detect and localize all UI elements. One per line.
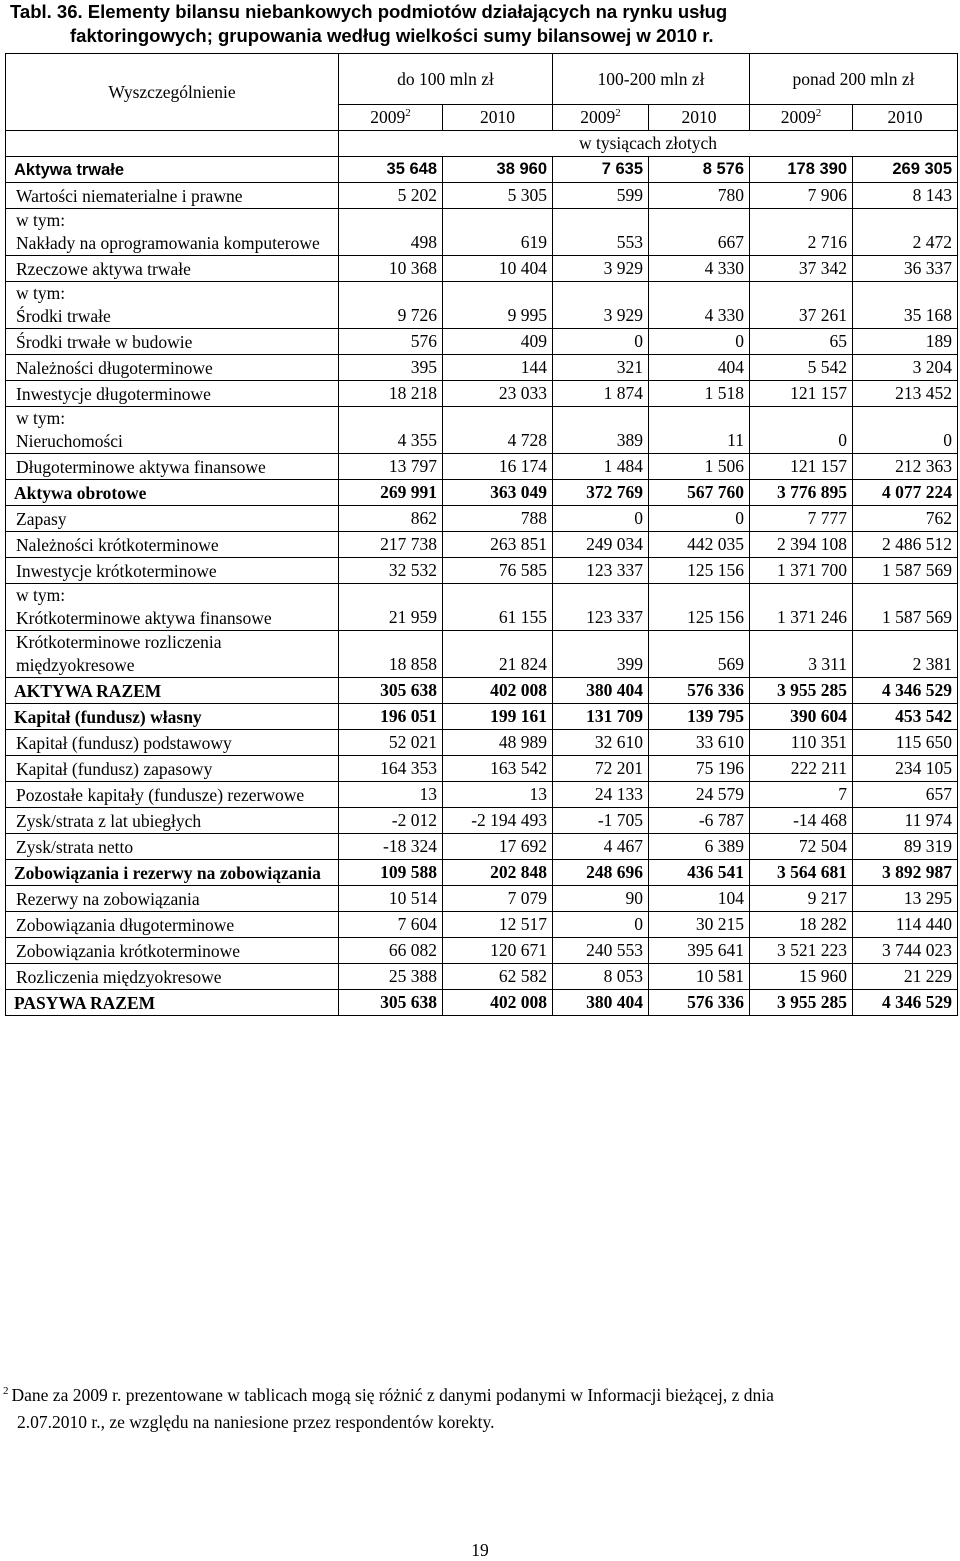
value-cell: 3 521 223 — [750, 938, 853, 964]
row-label: Aktywa trwałe — [6, 157, 339, 183]
row-label: Zobowiązania i rezerwy na zobowiązania — [6, 860, 339, 886]
value-cell: 599 — [553, 183, 649, 209]
row-label: Zysk/strata netto — [6, 834, 339, 860]
table-row — [6, 183, 958, 209]
value-cell: 15 960 — [750, 964, 853, 990]
value-cell: 5 542 — [750, 355, 853, 381]
value-cell: 12 517 — [443, 912, 553, 938]
value-cell: -18 324 — [339, 834, 443, 860]
value-cell: 2 394 108 — [750, 532, 853, 558]
table-row — [6, 678, 958, 704]
value-cell: 89 319 — [853, 834, 958, 860]
value-cell: 21 959 — [339, 584, 443, 631]
value-cell: 199 161 — [443, 704, 553, 730]
value-cell: 5 202 — [339, 183, 443, 209]
value-cell: 35 168 — [853, 282, 958, 329]
value-cell: -1 705 — [553, 808, 649, 834]
value-cell: 125 156 — [649, 558, 750, 584]
value-cell: 7 777 — [750, 506, 853, 532]
value-cell: 3 929 — [553, 256, 649, 282]
value-cell: 65 — [750, 329, 853, 355]
value-cell: 90 — [553, 886, 649, 912]
value-cell: 212 363 — [853, 454, 958, 480]
value-cell: 131 709 — [553, 704, 649, 730]
value-cell: 2 716 — [750, 209, 853, 256]
table-row — [6, 704, 958, 730]
value-cell: 321 — [553, 355, 649, 381]
value-cell: 269 305 — [853, 157, 958, 183]
header-group-3: ponad 200 mln zł — [750, 54, 958, 105]
value-cell: 0 — [553, 912, 649, 938]
table-row — [6, 256, 958, 282]
value-cell: 35 648 — [339, 157, 443, 183]
value-cell: 30 215 — [649, 912, 750, 938]
row-label: Zysk/strata z lat ubiegłych — [6, 808, 339, 834]
value-cell: 25 388 — [339, 964, 443, 990]
value-cell: 213 452 — [853, 381, 958, 407]
value-cell: 61 155 — [443, 584, 553, 631]
value-cell: 4 467 — [553, 834, 649, 860]
value-cell: 222 211 — [750, 756, 853, 782]
balance-sheet-table — [5, 53, 958, 1016]
value-cell: 453 542 — [853, 704, 958, 730]
value-cell: 442 035 — [649, 532, 750, 558]
value-cell: 569 — [649, 631, 750, 678]
table-row — [6, 355, 958, 381]
value-cell: 24 579 — [649, 782, 750, 808]
value-cell: 576 336 — [649, 678, 750, 704]
table-row — [6, 631, 958, 678]
table-row — [6, 808, 958, 834]
table-row — [6, 209, 958, 256]
value-cell: 144 — [443, 355, 553, 381]
value-cell: 1 587 569 — [853, 584, 958, 631]
value-cell: 3 311 — [750, 631, 853, 678]
header-year: 2010 — [649, 105, 750, 131]
row-label: Kapitał (fundusz) własny — [6, 704, 339, 730]
value-cell: 380 404 — [553, 990, 649, 1016]
value-cell: 3 776 895 — [750, 480, 853, 506]
table-row — [6, 782, 958, 808]
value-cell: 762 — [853, 506, 958, 532]
value-cell: 2 472 — [853, 209, 958, 256]
value-cell: 4 728 — [443, 407, 553, 454]
value-cell: 1 874 — [553, 381, 649, 407]
table-row — [6, 329, 958, 355]
value-cell: 4 077 224 — [853, 480, 958, 506]
value-cell: 7 635 — [553, 157, 649, 183]
value-cell: 189 — [853, 329, 958, 355]
value-cell: 114 440 — [853, 912, 958, 938]
value-cell: 4 346 529 — [853, 990, 958, 1016]
value-cell: 372 769 — [553, 480, 649, 506]
value-cell: 75 196 — [649, 756, 750, 782]
value-cell: 305 638 — [339, 678, 443, 704]
value-cell: 76 585 — [443, 558, 553, 584]
table-row — [6, 282, 958, 329]
value-cell: 163 542 — [443, 756, 553, 782]
value-cell: 249 034 — [553, 532, 649, 558]
table-body — [6, 157, 958, 1016]
value-cell: 567 760 — [649, 480, 750, 506]
header-group-2: 100-200 mln zł — [553, 54, 750, 105]
value-cell: 395 — [339, 355, 443, 381]
value-cell: 9 995 — [443, 282, 553, 329]
value-cell: 305 638 — [339, 990, 443, 1016]
value-cell: 38 960 — [443, 157, 553, 183]
footnote — [3, 1378, 958, 1436]
value-cell: 248 696 — [553, 860, 649, 886]
row-label: Środki trwałe w budowie — [6, 329, 339, 355]
value-cell: 11 — [649, 407, 750, 454]
value-cell: 13 295 — [853, 886, 958, 912]
value-cell: 498 — [339, 209, 443, 256]
value-cell: 196 051 — [339, 704, 443, 730]
value-cell: 409 — [443, 329, 553, 355]
value-cell: 62 582 — [443, 964, 553, 990]
row-label: Długoterminowe aktywa finansowe — [6, 454, 339, 480]
row-label: Rzeczowe aktywa trwałe — [6, 256, 339, 282]
row-label: Kapitał (fundusz) zapasowy — [6, 756, 339, 782]
row-label: Należności krótkoterminowe — [6, 532, 339, 558]
header-year: 2009$^2$ — [553, 105, 649, 131]
value-cell: 110 351 — [750, 730, 853, 756]
value-cell: 178 390 — [750, 157, 853, 183]
header-year: 2009$^2$ — [750, 105, 853, 131]
value-cell: 139 795 — [649, 704, 750, 730]
value-cell: 3 955 285 — [750, 678, 853, 704]
value-cell: 48 989 — [443, 730, 553, 756]
value-cell: -6 787 — [649, 808, 750, 834]
value-cell: 72 504 — [750, 834, 853, 860]
page-number: 19 — [471, 1540, 489, 1560]
value-cell: 3 929 — [553, 282, 649, 329]
table-row — [6, 938, 958, 964]
value-cell: 619 — [443, 209, 553, 256]
row-label: Zobowiązania krótkoterminowe — [6, 938, 339, 964]
table-row — [6, 532, 958, 558]
value-cell: 66 082 — [339, 938, 443, 964]
row-label: Pozostałe kapitały (fundusze) rezerwowe — [6, 782, 339, 808]
header-blank-cell — [6, 131, 339, 157]
table-row — [6, 157, 958, 183]
value-cell: 32 610 — [553, 730, 649, 756]
table-row — [6, 860, 958, 886]
value-cell: 123 337 — [553, 558, 649, 584]
value-cell: 0 — [649, 506, 750, 532]
row-label: Krótkoterminowe rozliczenia międzyokresowe — [6, 631, 339, 678]
table-row — [6, 454, 958, 480]
value-cell: 402 008 — [443, 678, 553, 704]
table-row — [6, 558, 958, 584]
value-cell: 72 201 — [553, 756, 649, 782]
value-cell: -14 468 — [750, 808, 853, 834]
value-cell: 657 — [853, 782, 958, 808]
row-label: Inwestycje krótkoterminowe — [6, 558, 339, 584]
table-row — [6, 886, 958, 912]
value-cell: 104 — [649, 886, 750, 912]
value-cell: 2 486 512 — [853, 532, 958, 558]
row-label: Należności długoterminowe — [6, 355, 339, 381]
value-cell: 36 337 — [853, 256, 958, 282]
header-unit: w tysiącach złotych — [339, 131, 958, 157]
value-cell: 234 105 — [853, 756, 958, 782]
value-cell: 0 — [553, 329, 649, 355]
row-label: Inwestycje długoterminowe — [6, 381, 339, 407]
value-cell: 7 604 — [339, 912, 443, 938]
table-row — [6, 964, 958, 990]
value-cell: 3 744 023 — [853, 938, 958, 964]
header-unit-row — [6, 131, 958, 157]
value-cell: 1 518 — [649, 381, 750, 407]
value-cell: 667 — [649, 209, 750, 256]
row-label: Aktywa obrotowe — [6, 480, 339, 506]
row-label: w tym: Środki trwałe — [6, 282, 339, 329]
table-row — [6, 756, 958, 782]
caption-line-2: faktoringowych; grupowania według wielkości sumy bilansowej w 2010 r. — [70, 25, 714, 46]
value-cell: 13 — [443, 782, 553, 808]
value-cell: 436 541 — [649, 860, 750, 886]
value-cell: 21 824 — [443, 631, 553, 678]
value-cell: 11 974 — [853, 808, 958, 834]
value-cell: 7 079 — [443, 886, 553, 912]
value-cell: 9 726 — [339, 282, 443, 329]
value-cell: 389 — [553, 407, 649, 454]
value-cell: 1 371 700 — [750, 558, 853, 584]
value-cell: 8 053 — [553, 964, 649, 990]
value-cell: 16 174 — [443, 454, 553, 480]
value-cell: 788 — [443, 506, 553, 532]
value-cell: 576 336 — [649, 990, 750, 1016]
value-cell: 0 — [553, 506, 649, 532]
value-cell: 109 588 — [339, 860, 443, 886]
table-caption — [10, 0, 955, 48]
value-cell: -2 012 — [339, 808, 443, 834]
value-cell: 18 858 — [339, 631, 443, 678]
value-cell: 3 892 987 — [853, 860, 958, 886]
value-cell: 10 368 — [339, 256, 443, 282]
value-cell: 5 305 — [443, 183, 553, 209]
value-cell: 4 346 529 — [853, 678, 958, 704]
value-cell: 553 — [553, 209, 649, 256]
value-cell: 21 229 — [853, 964, 958, 990]
row-label: w tym: Nieruchomości — [6, 407, 339, 454]
row-label: Kapitał (fundusz) podstawowy — [6, 730, 339, 756]
value-cell: 576 — [339, 329, 443, 355]
row-label: w tym: Nakłady na oprogramowania komputerowe — [6, 209, 339, 256]
value-cell: 395 641 — [649, 938, 750, 964]
value-cell: 4 330 — [649, 256, 750, 282]
value-cell: 2 381 — [853, 631, 958, 678]
table-row — [6, 381, 958, 407]
value-cell: 4 355 — [339, 407, 443, 454]
value-cell: 380 404 — [553, 678, 649, 704]
caption-line-1: Tabl. 36. Elementy bilansu niebankowych podmiotów działających na rynku usług — [10, 1, 728, 22]
table-row — [6, 912, 958, 938]
header-year: 2010 — [443, 105, 553, 131]
value-cell: 1 587 569 — [853, 558, 958, 584]
value-cell: 7 906 — [750, 183, 853, 209]
value-cell: 125 156 — [649, 584, 750, 631]
value-cell: 363 049 — [443, 480, 553, 506]
value-cell: 37 261 — [750, 282, 853, 329]
value-cell: 780 — [649, 183, 750, 209]
value-cell: 3 564 681 — [750, 860, 853, 886]
row-label: w tym: Krótkoterminowe aktywa finansowe — [6, 584, 339, 631]
value-cell: 121 157 — [750, 454, 853, 480]
value-cell: 402 008 — [443, 990, 553, 1016]
value-cell: 18 282 — [750, 912, 853, 938]
table-row — [6, 834, 958, 860]
value-cell: 52 021 — [339, 730, 443, 756]
value-cell: 10 581 — [649, 964, 750, 990]
value-cell: 123 337 — [553, 584, 649, 631]
value-cell: -2 194 493 — [443, 808, 553, 834]
table-row — [6, 990, 958, 1016]
row-label: AKTYWA RAZEM — [6, 678, 339, 704]
table-row — [6, 584, 958, 631]
value-cell: 7 — [750, 782, 853, 808]
value-cell: 8 143 — [853, 183, 958, 209]
value-cell: 0 — [649, 329, 750, 355]
value-cell: 32 532 — [339, 558, 443, 584]
value-cell: 202 848 — [443, 860, 553, 886]
row-label: PASYWA RAZEM — [6, 990, 339, 1016]
value-cell: 9 217 — [750, 886, 853, 912]
row-label: Zobowiązania długoterminowe — [6, 912, 339, 938]
value-cell: 13 — [339, 782, 443, 808]
value-cell: 263 851 — [443, 532, 553, 558]
header-groups-row — [6, 54, 958, 105]
footnote-mark: 2 — [3, 1385, 9, 1397]
value-cell: 6 389 — [649, 834, 750, 860]
value-cell: 269 991 — [339, 480, 443, 506]
value-cell: 217 738 — [339, 532, 443, 558]
value-cell: 399 — [553, 631, 649, 678]
value-cell: 18 218 — [339, 381, 443, 407]
value-cell: 404 — [649, 355, 750, 381]
value-cell: 0 — [853, 407, 958, 454]
value-cell: 17 692 — [443, 834, 553, 860]
value-cell: 10 514 — [339, 886, 443, 912]
value-cell: 10 404 — [443, 256, 553, 282]
row-label: Wartości niematerialne i prawne — [6, 183, 339, 209]
header-row-label: Wyszczególnienie — [6, 54, 339, 131]
value-cell: 121 157 — [750, 381, 853, 407]
value-cell: 13 797 — [339, 454, 443, 480]
value-cell: 862 — [339, 506, 443, 532]
value-cell: 115 650 — [853, 730, 958, 756]
value-cell: 3 204 — [853, 355, 958, 381]
value-cell: 37 342 — [750, 256, 853, 282]
table-row — [6, 407, 958, 454]
value-cell: 3 955 285 — [750, 990, 853, 1016]
footnote-line-1: Dane za 2009 r. prezentowane w tablicach mogą się różnić z danymi podanymi w Informacji bieżącej, z dnia — [11, 1384, 774, 1405]
row-label: Rozliczenia międzyokresowe — [6, 964, 339, 990]
value-cell: 1 371 246 — [750, 584, 853, 631]
value-cell: 33 610 — [649, 730, 750, 756]
value-cell: 1 484 — [553, 454, 649, 480]
value-cell: 390 604 — [750, 704, 853, 730]
row-label: Zapasy — [6, 506, 339, 532]
value-cell: 240 553 — [553, 938, 649, 964]
table-row — [6, 506, 958, 532]
value-cell: 0 — [750, 407, 853, 454]
table-row — [6, 730, 958, 756]
value-cell: 24 133 — [553, 782, 649, 808]
value-cell: 4 330 — [649, 282, 750, 329]
value-cell: 120 671 — [443, 938, 553, 964]
footnote-line-2: 2.07.2010 r., ze względu na naniesione przez respondentów korekty. — [17, 1411, 495, 1432]
value-cell: 1 506 — [649, 454, 750, 480]
header-group-1: do 100 mln zł — [339, 54, 553, 105]
row-label: Rezerwy na zobowiązania — [6, 886, 339, 912]
header-year: 2009$^2$ — [339, 105, 443, 131]
value-cell: 164 353 — [339, 756, 443, 782]
value-cell: 23 033 — [443, 381, 553, 407]
value-cell: 8 576 — [649, 157, 750, 183]
header-year: 2010 — [853, 105, 958, 131]
table-row — [6, 480, 958, 506]
